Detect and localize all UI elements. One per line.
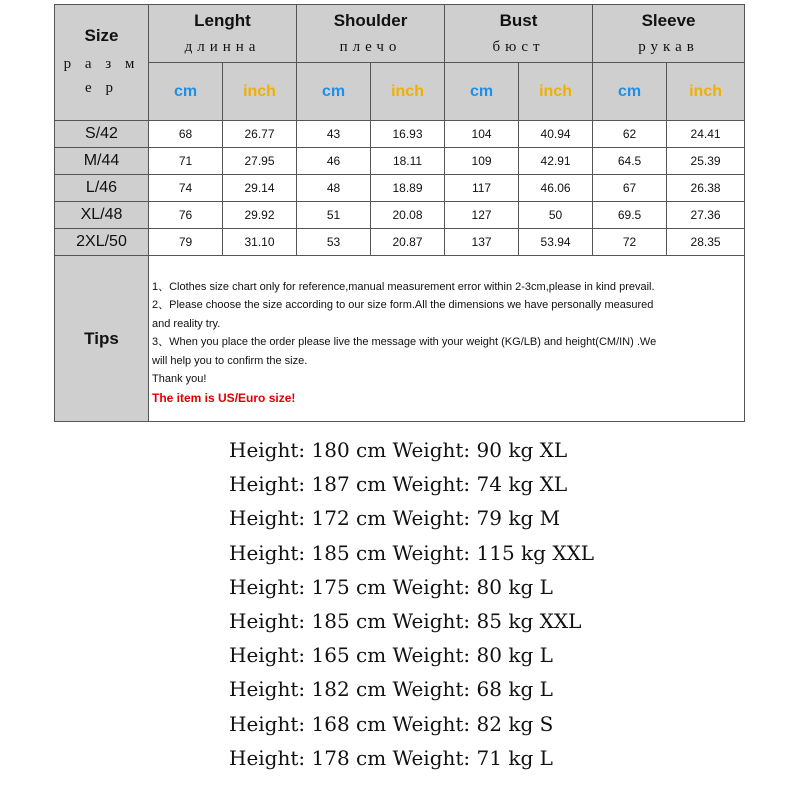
unit-cm-header: cm <box>445 63 519 121</box>
size-header-en: Size <box>84 25 119 45</box>
tips-label: Tips <box>55 256 149 422</box>
measurement-cell: 74 <box>149 175 223 202</box>
measurement-cell: 20.87 <box>371 229 445 256</box>
group-header-length <box>149 5 297 63</box>
list-item: Height: 175 cm Weight: 80 kg L <box>229 574 553 599</box>
measurement-cell: 53 <box>297 229 371 256</box>
group-header-shoulder <box>297 5 445 63</box>
size-label-cell: L/46 <box>55 175 149 202</box>
tips-line: 1、Clothes size chart only for reference,manual measurement error within 2-3cm,please in kind prevail. <box>152 281 655 293</box>
measurement-cell: 46 <box>297 148 371 175</box>
measurement-cell: 31.10 <box>223 229 297 256</box>
measurement-cell: 42.91 <box>519 148 593 175</box>
measurement-cell: 16.93 <box>371 121 445 148</box>
measurement-cell: 62 <box>593 121 667 148</box>
group-label-ru: рукав <box>638 39 699 55</box>
size-label-cell: M/44 <box>55 148 149 175</box>
measurement-cell: 127 <box>445 202 519 229</box>
list-item: Height: 185 cm Weight: 85 kg XXL <box>229 609 582 634</box>
measurement-cell: 68 <box>149 121 223 148</box>
size-header-cell <box>55 5 149 121</box>
unit-cm-header: cm <box>593 63 667 121</box>
measurement-cell: 109 <box>445 148 519 175</box>
measurement-cell: 67 <box>593 175 667 202</box>
group-label-ru: бюст <box>492 39 545 55</box>
unit-inch-header: inch <box>223 63 297 121</box>
measurement-cell: 27.95 <box>223 148 297 175</box>
measurement-cell: 28.35 <box>667 229 745 256</box>
measurement-cell: 43 <box>297 121 371 148</box>
size-header-ru-line2: е р <box>85 79 118 96</box>
list-item: Height: 165 cm Weight: 80 kg L <box>229 643 553 668</box>
measurement-cell: 51 <box>297 202 371 229</box>
measurement-cell: 27.36 <box>667 202 745 229</box>
group-label-en: Shoulder <box>333 11 408 30</box>
measurement-cell: 29.92 <box>223 202 297 229</box>
unit-cm-header: cm <box>297 63 371 121</box>
list-item: Height: 168 cm Weight: 82 kg S <box>229 711 554 736</box>
tips-line: Thank you! <box>152 373 207 386</box>
unit-inch-header: inch <box>519 63 593 121</box>
tips-line: will help you to confirm the size. <box>152 354 308 367</box>
measurement-cell: 79 <box>149 229 223 256</box>
measurement-cell: 53.94 <box>519 229 593 256</box>
table-row <box>55 229 745 256</box>
measurement-cell: 64.5 <box>593 148 667 175</box>
size-chart-table <box>54 4 745 422</box>
tips-line: 3、When you place the order please live the message with your weight (KG/LB) and height(CM/IN) .We <box>152 336 657 349</box>
measurement-cell: 104 <box>445 121 519 148</box>
tips-content <box>149 256 745 422</box>
measurement-cell: 71 <box>149 148 223 175</box>
list-item: Height: 185 cm Weight: 115 kg XXL <box>229 540 595 565</box>
measurement-cell: 25.39 <box>667 148 745 175</box>
group-label-en: Bust <box>499 11 538 30</box>
measurement-cell: 72 <box>593 229 667 256</box>
size-label-cell: XL/48 <box>55 202 149 229</box>
size-header-ru-line1: р а з м <box>63 55 140 72</box>
tips-line: 2、Please choose the size according to our size form.All the dimensions we have personally measured <box>152 299 654 312</box>
size-label-cell: S/42 <box>55 121 149 148</box>
table-row <box>55 121 745 148</box>
list-item: Height: 180 cm Weight: 90 kg XL <box>229 438 568 462</box>
unit-inch-header: inch <box>667 63 745 121</box>
list-item: Height: 172 cm Weight: 79 kg M <box>229 506 561 531</box>
measurement-cell: 46.06 <box>519 175 593 202</box>
measurement-cell: 137 <box>445 229 519 256</box>
measurement-cell: 29.14 <box>223 175 297 202</box>
unit-cm-header: cm <box>149 63 223 121</box>
measurement-cell: 40.94 <box>519 121 593 148</box>
list-item: Height: 182 cm Weight: 68 kg L <box>229 677 553 702</box>
measurement-cell: 48 <box>297 175 371 202</box>
customer-size-list <box>229 433 594 775</box>
measurement-cell: 18.89 <box>371 175 445 202</box>
list-item: Height: 178 cm Weight: 71 kg L <box>229 745 553 770</box>
group-label-ru: плечо <box>339 39 402 55</box>
measurement-cell: 20.08 <box>371 202 445 229</box>
group-label-ru: длинна <box>184 39 261 55</box>
group-header-sleeve <box>593 5 745 63</box>
table-row <box>55 202 745 229</box>
measurement-cell: 24.41 <box>667 121 745 148</box>
table-row <box>55 175 745 202</box>
group-label-en: Sleeve <box>641 11 696 30</box>
group-label-en: Lenght <box>194 11 251 30</box>
measurement-cell: 76 <box>149 202 223 229</box>
size-label-cell: 2XL/50 <box>55 229 149 256</box>
measurement-cell: 117 <box>445 175 519 202</box>
measurement-cell: 69.5 <box>593 202 667 229</box>
table-row <box>55 148 745 175</box>
us-euro-size-notice: The item is US/Euro size! <box>152 391 296 406</box>
measurement-cell: 50 <box>519 202 593 229</box>
tips-line: and reality try. <box>152 317 221 330</box>
list-item: Height: 187 cm Weight: 74 kg XL <box>229 472 568 497</box>
unit-inch-header: inch <box>371 63 445 121</box>
measurement-cell: 26.77 <box>223 121 297 148</box>
measurement-cell: 26.38 <box>667 175 745 202</box>
measurement-cell: 18.11 <box>371 148 445 175</box>
group-header-bust <box>445 5 593 63</box>
